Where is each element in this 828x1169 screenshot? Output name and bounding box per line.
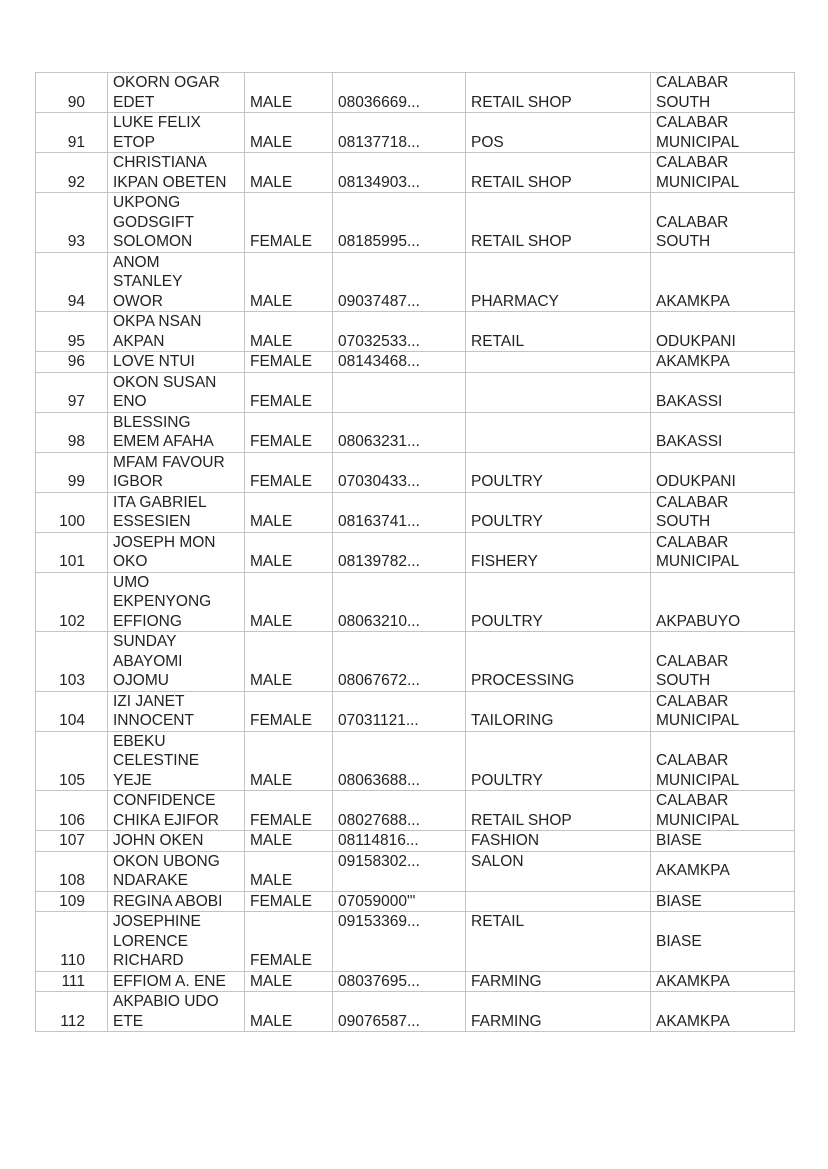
cell-no: 111 bbox=[36, 971, 108, 992]
table-row bbox=[36, 113, 795, 153]
cell-lga: BAKASSI bbox=[651, 372, 795, 412]
cell-lga: CALABAR SOUTH bbox=[651, 73, 795, 113]
cell-lga: CALABAR SOUTH bbox=[651, 632, 795, 692]
table-row bbox=[36, 632, 795, 692]
cell-name: LOVE NTUI bbox=[108, 352, 245, 373]
cell-phone: 08063231... bbox=[333, 412, 466, 452]
cell-no: 94 bbox=[36, 252, 108, 312]
cell-gender: MALE bbox=[245, 312, 333, 352]
cell-gender: FEMALE bbox=[245, 193, 333, 253]
cell-activity: FARMING bbox=[466, 971, 651, 992]
cell-no: 95 bbox=[36, 312, 108, 352]
table-row bbox=[36, 252, 795, 312]
table-row bbox=[36, 791, 795, 831]
cell-gender: MALE bbox=[245, 572, 333, 632]
table-row bbox=[36, 532, 795, 572]
cell-no: 99 bbox=[36, 452, 108, 492]
cell-activity bbox=[466, 891, 651, 912]
cell-phone: 08139782... bbox=[333, 532, 466, 572]
cell-phone: 07032533... bbox=[333, 312, 466, 352]
cell-no: 109 bbox=[36, 891, 108, 912]
cell-gender: MALE bbox=[245, 73, 333, 113]
cell-phone: 07030433... bbox=[333, 452, 466, 492]
cell-lga: BIASE bbox=[651, 831, 795, 852]
cell-lga: AKAMKPA bbox=[651, 851, 795, 891]
cell-phone: 08143468... bbox=[333, 352, 466, 373]
cell-no: 108 bbox=[36, 851, 108, 891]
cell-gender: MALE bbox=[245, 632, 333, 692]
cell-no: 91 bbox=[36, 113, 108, 153]
table-row bbox=[36, 372, 795, 412]
cell-no: 96 bbox=[36, 352, 108, 373]
cell-lga: ODUKPANI bbox=[651, 312, 795, 352]
cell-gender: FEMALE bbox=[245, 372, 333, 412]
cell-lga: AKAMKPA bbox=[651, 252, 795, 312]
cell-phone: 08163741... bbox=[333, 492, 466, 532]
cell-lga: AKAMKPA bbox=[651, 971, 795, 992]
cell-activity: POULTRY bbox=[466, 492, 651, 532]
cell-name: EBEKU CELESTINE YEJE bbox=[108, 731, 245, 791]
table-row bbox=[36, 492, 795, 532]
cell-phone: 09158302... bbox=[333, 851, 466, 891]
cell-activity: POULTRY bbox=[466, 731, 651, 791]
cell-name: OKPA NSAN AKPAN bbox=[108, 312, 245, 352]
cell-phone: 08137718... bbox=[333, 113, 466, 153]
cell-no: 92 bbox=[36, 153, 108, 193]
cell-phone: 07059000"' bbox=[333, 891, 466, 912]
cell-lga: CALABAR MUNICIPAL bbox=[651, 113, 795, 153]
cell-gender: FEMALE bbox=[245, 452, 333, 492]
cell-lga: ODUKPANI bbox=[651, 452, 795, 492]
cell-lga: AKPABUYO bbox=[651, 572, 795, 632]
cell-name: OKORN OGAR EDET bbox=[108, 73, 245, 113]
cell-phone: 08067672... bbox=[333, 632, 466, 692]
cell-activity: FISHERY bbox=[466, 532, 651, 572]
table-row bbox=[36, 452, 795, 492]
table-row bbox=[36, 572, 795, 632]
cell-lga: CALABAR MUNICIPAL bbox=[651, 532, 795, 572]
cell-phone: 08063210... bbox=[333, 572, 466, 632]
cell-no: 98 bbox=[36, 412, 108, 452]
table-row bbox=[36, 691, 795, 731]
cell-phone: 09153369... bbox=[333, 912, 466, 972]
cell-gender: FEMALE bbox=[245, 352, 333, 373]
cell-phone: 08036669... bbox=[333, 73, 466, 113]
table-row bbox=[36, 193, 795, 253]
cell-no: 100 bbox=[36, 492, 108, 532]
cell-name: SUNDAY ABAYOMI OJOMU bbox=[108, 632, 245, 692]
cell-phone bbox=[333, 372, 466, 412]
cell-activity: POS bbox=[466, 113, 651, 153]
cell-gender: MALE bbox=[245, 731, 333, 791]
cell-name: BLESSING EMEM AFAHA bbox=[108, 412, 245, 452]
cell-no: 93 bbox=[36, 193, 108, 253]
cell-lga: BAKASSI bbox=[651, 412, 795, 452]
cell-no: 97 bbox=[36, 372, 108, 412]
cell-gender: MALE bbox=[245, 532, 333, 572]
cell-gender: MALE bbox=[245, 153, 333, 193]
cell-name: JOHN OKEN bbox=[108, 831, 245, 852]
table-row bbox=[36, 971, 795, 992]
cell-gender: MALE bbox=[245, 252, 333, 312]
cell-phone: 07031121... bbox=[333, 691, 466, 731]
table-row bbox=[36, 312, 795, 352]
cell-activity: RETAIL bbox=[466, 312, 651, 352]
table-row bbox=[36, 891, 795, 912]
cell-no: 110 bbox=[36, 912, 108, 972]
cell-lga: CALABAR MUNICIPAL bbox=[651, 153, 795, 193]
cell-gender: MALE bbox=[245, 831, 333, 852]
cell-name: UMO EKPENYONG EFFIONG bbox=[108, 572, 245, 632]
cell-lga: AKAMKPA bbox=[651, 352, 795, 373]
cell-no: 101 bbox=[36, 532, 108, 572]
cell-no: 112 bbox=[36, 992, 108, 1032]
cell-lga: BIASE bbox=[651, 891, 795, 912]
cell-activity: RETAIL SHOP bbox=[466, 193, 651, 253]
cell-name: CHRISTIANA IKPAN OBETEN bbox=[108, 153, 245, 193]
table-row bbox=[36, 912, 795, 972]
cell-gender: FEMALE bbox=[245, 412, 333, 452]
cell-gender: FEMALE bbox=[245, 791, 333, 831]
cell-name: IZI JANET INNOCENT bbox=[108, 691, 245, 731]
cell-name: AKPABIO UDO ETE bbox=[108, 992, 245, 1032]
cell-lga: CALABAR SOUTH bbox=[651, 193, 795, 253]
cell-no: 107 bbox=[36, 831, 108, 852]
table-row bbox=[36, 412, 795, 452]
cell-activity: POULTRY bbox=[466, 452, 651, 492]
cell-phone: 08134903... bbox=[333, 153, 466, 193]
cell-gender: FEMALE bbox=[245, 912, 333, 972]
cell-activity bbox=[466, 372, 651, 412]
cell-activity: FASHION bbox=[466, 831, 651, 852]
table-row bbox=[36, 992, 795, 1032]
cell-lga: CALABAR MUNICIPAL bbox=[651, 691, 795, 731]
cell-name: ITA GABRIEL ESSESIEN bbox=[108, 492, 245, 532]
cell-name: JOSEPHINE LORENCE RICHARD bbox=[108, 912, 245, 972]
cell-activity: TAILORING bbox=[466, 691, 651, 731]
cell-no: 103 bbox=[36, 632, 108, 692]
cell-activity bbox=[466, 352, 651, 373]
cell-gender: MALE bbox=[245, 113, 333, 153]
cell-lga: BIASE bbox=[651, 912, 795, 972]
beneficiary-table bbox=[35, 72, 795, 1032]
cell-no: 90 bbox=[36, 73, 108, 113]
cell-name: OKON SUSAN ENO bbox=[108, 372, 245, 412]
table-row bbox=[36, 73, 795, 113]
cell-activity: RETAIL bbox=[466, 912, 651, 972]
cell-phone: 08185995... bbox=[333, 193, 466, 253]
cell-activity: PROCESSING bbox=[466, 632, 651, 692]
cell-no: 102 bbox=[36, 572, 108, 632]
cell-gender: MALE bbox=[245, 492, 333, 532]
cell-gender: MALE bbox=[245, 971, 333, 992]
cell-phone: 08063688... bbox=[333, 731, 466, 791]
cell-gender: MALE bbox=[245, 851, 333, 891]
cell-activity: PHARMACY bbox=[466, 252, 651, 312]
cell-gender: MALE bbox=[245, 992, 333, 1032]
cell-phone: 09037487... bbox=[333, 252, 466, 312]
cell-activity: POULTRY bbox=[466, 572, 651, 632]
cell-name: ANOM STANLEY OWOR bbox=[108, 252, 245, 312]
cell-activity: RETAIL SHOP bbox=[466, 73, 651, 113]
table-row bbox=[36, 831, 795, 852]
cell-name: UKPONG GODSGIFT SOLOMON bbox=[108, 193, 245, 253]
cell-name: OKON UBONG NDARAKE bbox=[108, 851, 245, 891]
cell-no: 106 bbox=[36, 791, 108, 831]
cell-gender: FEMALE bbox=[245, 691, 333, 731]
cell-activity: RETAIL SHOP bbox=[466, 791, 651, 831]
cell-name: MFAM FAVOUR IGBOR bbox=[108, 452, 245, 492]
table-row bbox=[36, 731, 795, 791]
table-row bbox=[36, 851, 795, 891]
cell-phone: 09076587... bbox=[333, 992, 466, 1032]
cell-name: JOSEPH MON OKO bbox=[108, 532, 245, 572]
cell-no: 105 bbox=[36, 731, 108, 791]
cell-name: REGINA ABOBI bbox=[108, 891, 245, 912]
cell-activity: SALON bbox=[466, 851, 651, 891]
cell-lga: CALABAR MUNICIPAL bbox=[651, 731, 795, 791]
cell-name: LUKE FELIX ETOP bbox=[108, 113, 245, 153]
cell-lga: CALABAR SOUTH bbox=[651, 492, 795, 532]
cell-phone: 08114816... bbox=[333, 831, 466, 852]
table-row bbox=[36, 153, 795, 193]
cell-name: EFFIOM A. ENE bbox=[108, 971, 245, 992]
cell-gender: FEMALE bbox=[245, 891, 333, 912]
cell-lga: AKAMKPA bbox=[651, 992, 795, 1032]
cell-name: CONFIDENCE CHIKA EJIFOR bbox=[108, 791, 245, 831]
cell-activity: RETAIL SHOP bbox=[466, 153, 651, 193]
cell-lga: CALABAR MUNICIPAL bbox=[651, 791, 795, 831]
cell-phone: 08027688... bbox=[333, 791, 466, 831]
table-body bbox=[36, 73, 795, 1032]
table-row bbox=[36, 352, 795, 373]
cell-phone: 08037695... bbox=[333, 971, 466, 992]
cell-activity bbox=[466, 412, 651, 452]
cell-activity: FARMING bbox=[466, 992, 651, 1032]
cell-no: 104 bbox=[36, 691, 108, 731]
